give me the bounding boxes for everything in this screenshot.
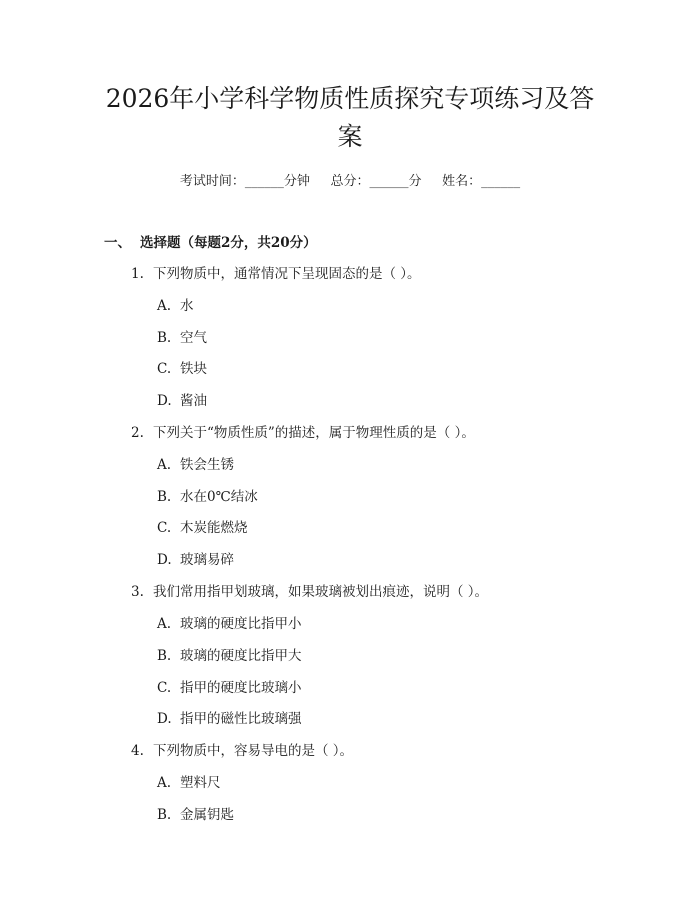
question-text: 我们常用指甲划玻璃，如果玻璃被划出痕迹，说明（ ）。 [153, 584, 489, 600]
option-2b [157, 485, 258, 505]
option-3b [157, 644, 302, 664]
option-text: 水在0℃结冰 [180, 489, 258, 505]
option-3a [157, 612, 302, 632]
option-text: 空气 [180, 330, 207, 346]
option-text: 酱油 [180, 393, 207, 409]
option-letter: D. [157, 552, 172, 568]
question-2 [131, 421, 475, 441]
option-text: 金属钥匙 [180, 807, 234, 823]
question-number: 1. [131, 266, 144, 282]
option-text: 水 [180, 298, 194, 314]
option-text: 铁块 [180, 361, 207, 377]
title-line-2: 案 [337, 122, 363, 151]
option-letter: C. [157, 361, 172, 377]
option-2c [157, 516, 248, 536]
option-letter: D. [157, 711, 172, 727]
question-number: 3. [131, 584, 144, 600]
option-4a [157, 771, 221, 791]
section-title: 选择题（每题2分，共20分） [140, 235, 317, 251]
option-text: 玻璃的硬度比指甲大 [180, 648, 302, 664]
option-letter: A. [157, 616, 172, 632]
option-letter: B. [157, 648, 172, 664]
option-text: 塑料尺 [180, 775, 221, 791]
option-text: 玻璃的硬度比指甲小 [180, 616, 302, 632]
option-text: 指甲的硬度比玻璃小 [180, 680, 302, 696]
title-line-1: 2026年小学科学物质性质探究专项练习及答 [105, 84, 595, 113]
question-number: 4. [131, 743, 144, 759]
option-letter: D. [157, 393, 172, 409]
option-letter: A. [157, 298, 172, 314]
option-4b [157, 803, 234, 823]
option-1b [157, 326, 207, 346]
section-heading [104, 231, 317, 251]
option-text: 木炭能燃烧 [180, 520, 248, 536]
page-title [60, 80, 640, 156]
question-text: 下列关于“物质性质”的描述，属于物理性质的是（ ）。 [153, 425, 475, 441]
question-text: 下列物质中，通常情况下呈现固态的是（ ）。 [153, 266, 421, 282]
question-number: 2. [131, 425, 144, 441]
section-number: 一、 [104, 235, 131, 251]
option-1a [157, 294, 194, 314]
option-letter: A. [157, 457, 172, 473]
option-text: 指甲的磁性比玻璃强 [180, 711, 302, 727]
option-1d [157, 389, 207, 409]
option-letter: B. [157, 807, 172, 823]
option-3d [157, 707, 302, 727]
option-letter: B. [157, 489, 172, 505]
option-letter: C. [157, 520, 172, 536]
option-letter: B. [157, 330, 172, 346]
option-2d [157, 548, 234, 568]
option-3c [157, 676, 302, 696]
option-2a [157, 453, 234, 473]
option-1c [157, 357, 207, 377]
question-3 [131, 580, 488, 600]
question-4 [131, 739, 353, 759]
question-1 [131, 262, 421, 282]
option-letter: A. [157, 775, 172, 791]
option-text: 铁会生锈 [180, 457, 234, 473]
option-text: 玻璃易碎 [180, 552, 234, 568]
option-letter: C. [157, 680, 172, 696]
question-text: 下列物质中，容易导电的是（ ）。 [153, 743, 354, 759]
exam-meta-line: 考试时间：______分钟 总分：______分 姓名：______ [179, 174, 521, 189]
